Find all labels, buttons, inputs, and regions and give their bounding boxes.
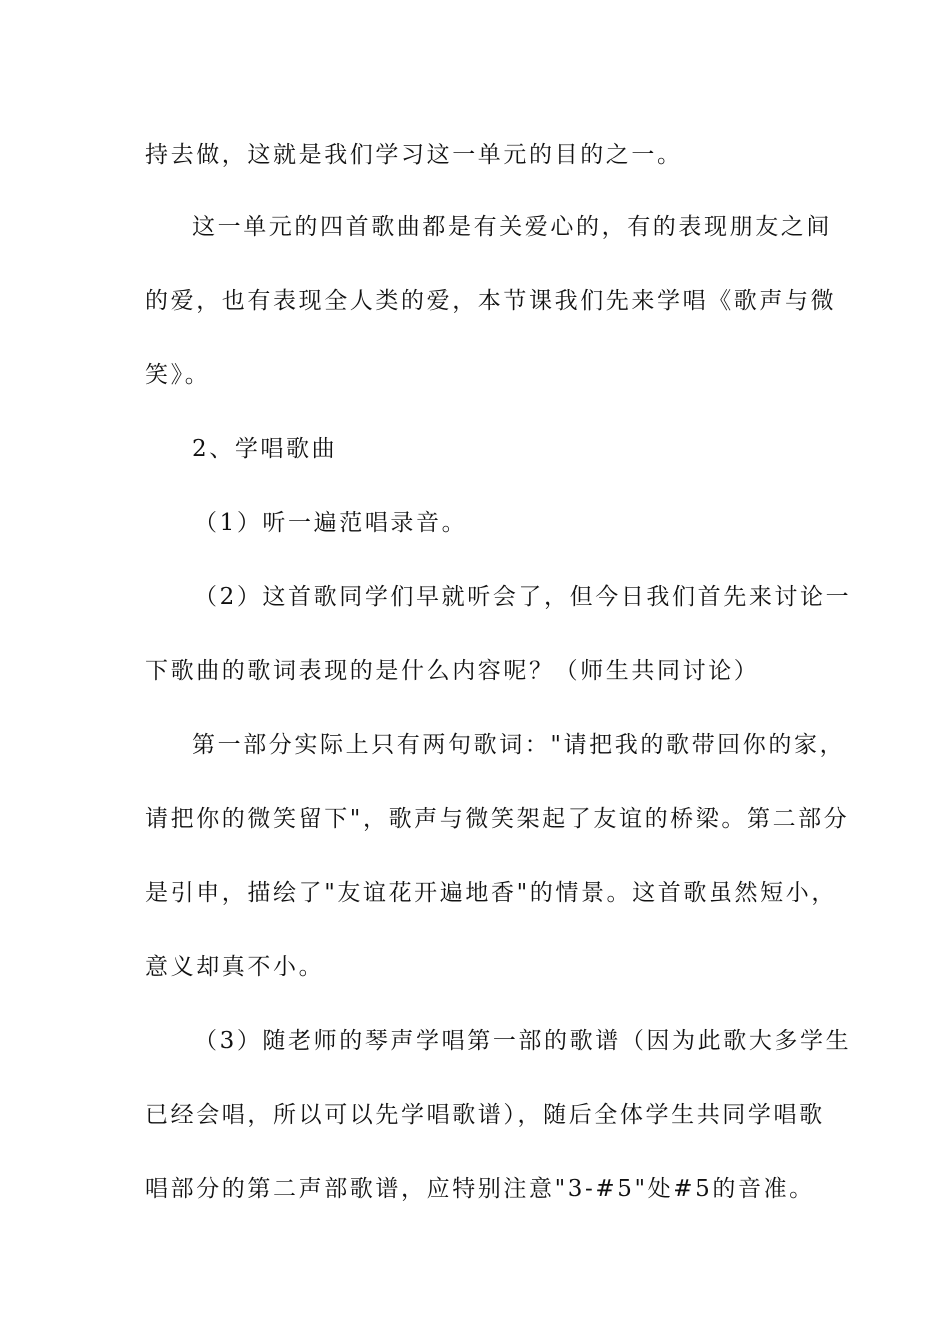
list-item: （2）这首歌同学们早就听会了，但今日我们首先来讨论一 [194,584,852,610]
paragraph-line: 已经会唱，所以可以先学唱歌谱），随后全体学生共同学唱歌 [145,1102,825,1128]
paragraph-line: 是引申，描绘了"友谊花开遍地香"的情景。这首歌虽然短小， [145,880,837,906]
list-item: （3）随老师的琴声学唱第一部的歌谱（因为此歌大多学生 [194,1028,852,1054]
paragraph-line: 笑》。 [145,362,211,388]
list-item: （1）听一遍范唱录音。 [194,510,468,536]
paragraph-line: 意义却真不小。 [145,954,325,980]
paragraph-line: 持去做，这就是我们学习这一单元的目的之一。 [145,142,683,168]
paragraph-line: 这一单元的四首歌曲都是有关爱心的，有的表现朋友之间 [192,214,832,240]
section-heading: 2、学唱歌曲 [192,436,338,462]
paragraph-line: 唱部分的第二声部歌谱，应特别注意"3-#5"处#5的音准。 [145,1176,815,1202]
paragraph-line: 请把你的微笑留下"，歌声与微笑架起了友谊的桥梁。第二部分 [145,806,850,832]
paragraph-line: 的爱，也有表现全人类的爱，本节课我们先来学唱《歌声与微 [145,288,837,314]
paragraph-line: 下歌曲的歌词表现的是什么内容呢？（师生共同讨论） [145,658,760,684]
paragraph-line: 第一部分实际上只有两句歌词："请把我的歌带回你的家， [192,732,846,758]
